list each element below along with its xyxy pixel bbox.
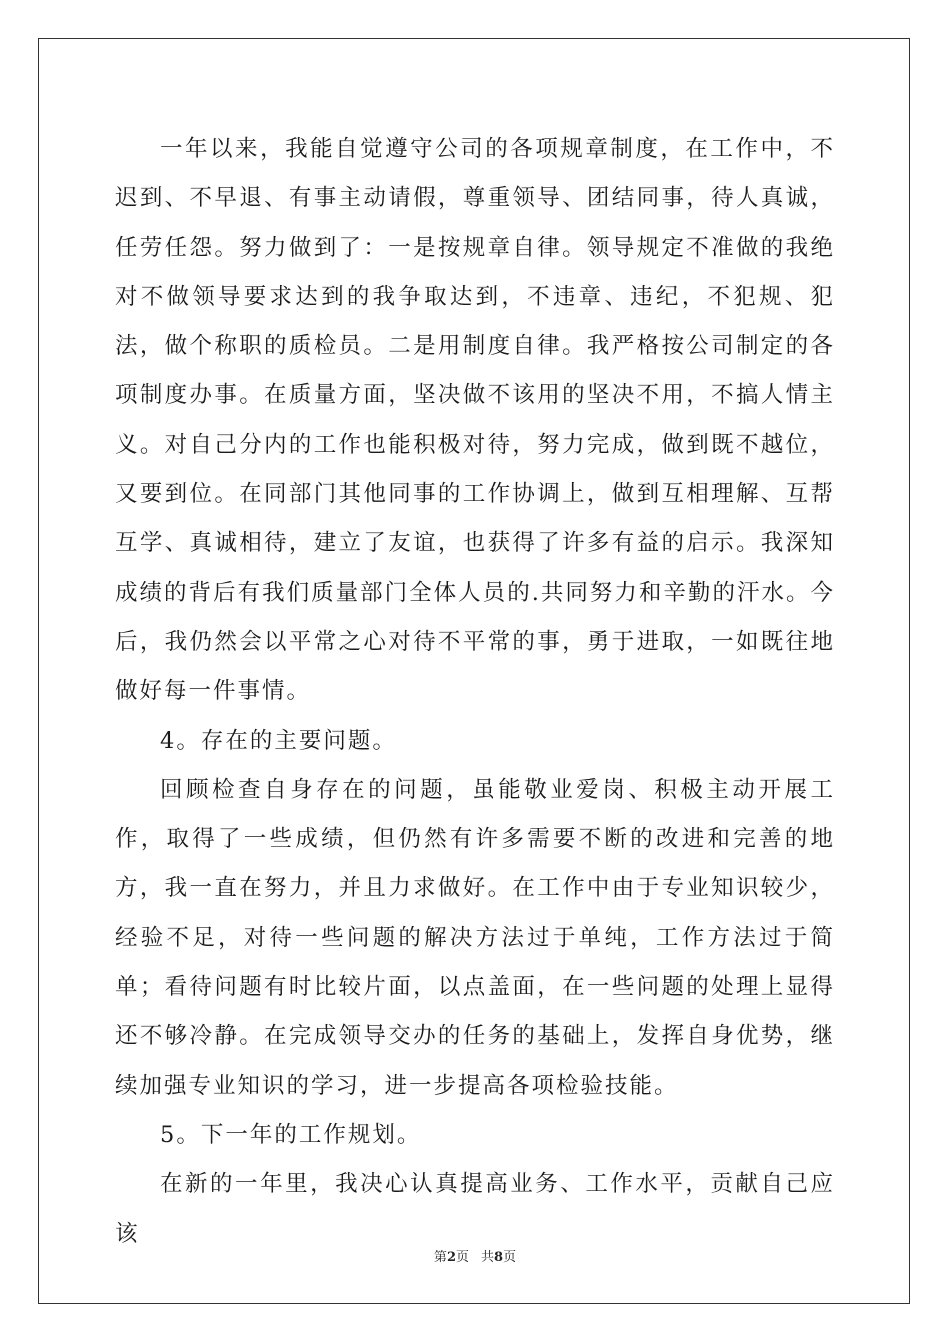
footer-total-prefix: 共 bbox=[481, 1250, 495, 1265]
paragraph-next-year: 在新的一年里，我决心认真提高业务、工作水平，贡献自己应该 bbox=[115, 1171, 835, 1247]
document-body bbox=[115, 125, 835, 1259]
heading-main-problems: 4。存在的主要问题。 bbox=[160, 727, 397, 754]
heading-next-year-plan: 5。下一年的工作规划。 bbox=[160, 1121, 422, 1148]
paragraph-problems: 回顾检查自身存在的问题，虽能敬业爱岗、积极主动开展工作，取得了一些成绩，但仍然有许多需要不断的改进和完善的地方，我一直在努力，并且力求做好。在工作中由于专业知识较少，经验不足，对待一些问题的解决方法过于单纯，工作方法过于简单；看待问题有时比较片面，以点盖面，在一些问题的处理上显得还不够冷静。在完成领导交办的任务的基础上，发挥自身优势，继续加强专业知识的学习，进一步提高各项检验技能。 bbox=[115, 776, 835, 1099]
paragraph-work-discipline: 一年以来，我能自觉遵守公司的各项规章制度，在工作中，不迟到、不早退、有事主动请假，尊重领导、团结同事，待人真诚，任劳任怨。努力做到了：一是按规章自律。领导规定不准做的我绝对不做领导要求达到的我争取达到，不违章、违纪，不犯规、犯法，做个称职的质检员。二是用制度自律。我严格按公司制定的各项制度办事。在质量方面，坚决做不该用的坚决不用，不搞人情主义。对自己分内的工作也能积极对待，努力完成，做到既不越位，又要到位。在同部门其他同事的工作协调上，做到互相理解、互帮互学、真诚相待，建立了友谊，也获得了许多有益的启示。我深知成绩的背后有我们质量部门全体人员的.共同努力和辛勤的汗水。今后，我仍然会以平常之心对待不平常的事，勇于进取，一如既往地做好每一件事情。 bbox=[115, 136, 835, 705]
footer-page-prefix: 第 bbox=[433, 1250, 447, 1265]
footer-page-suffix: 页 bbox=[455, 1250, 469, 1265]
footer-page-total: 8 bbox=[494, 1250, 504, 1265]
footer-page-current: 2 bbox=[446, 1250, 456, 1265]
footer-total-suffix: 页 bbox=[503, 1250, 517, 1265]
page-footer bbox=[0, 1246, 950, 1265]
